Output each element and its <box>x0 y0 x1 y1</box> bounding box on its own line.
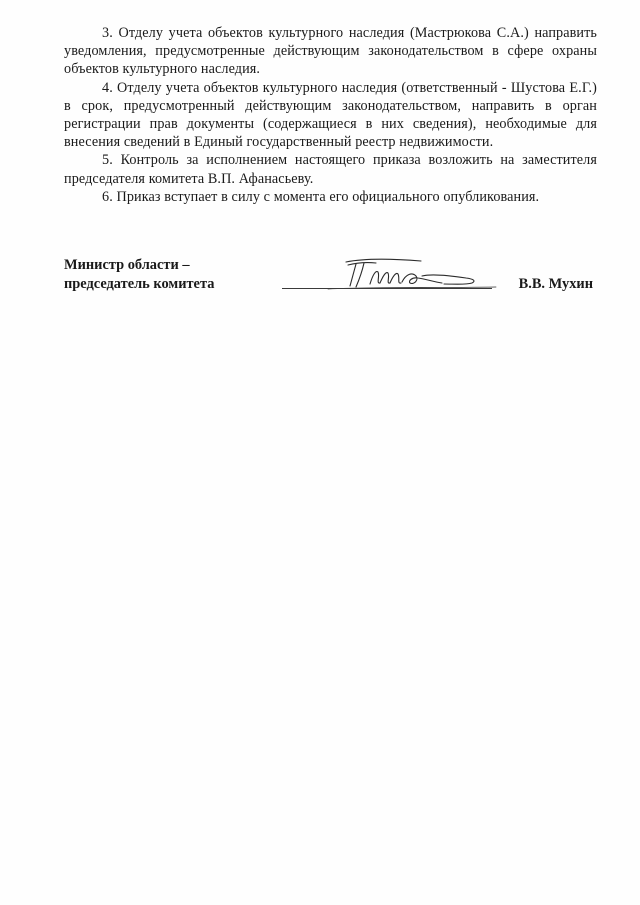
signatory-title-line-2: председатель комитета <box>64 276 215 292</box>
signature-line <box>282 288 492 289</box>
paragraph-item-4: 4. Отделу учета объектов культурного наследия (ответственный - Шустова Е.Г.) в срок, предусмотренный действующим законодательством, направить в орган регистрации прав документы (содержащиеся в них сведения), необходимые для внесения сведений в Единый государственный реестр недвижимости. <box>64 79 597 151</box>
paragraph-item-6: 6. Приказ вступает в силу с момента его официального опубликования. <box>102 188 540 205</box>
signatory-name: В.В. Мухин <box>518 276 593 292</box>
handwritten-signature-icon <box>326 256 501 296</box>
signatory-title <box>64 256 214 294</box>
signatory-title-line-1: Министр области – <box>64 257 190 273</box>
signature-block <box>64 256 597 306</box>
document-body <box>64 24 597 206</box>
paragraph-item-5: 5. Контроль за исполнением настоящего приказа возложить на заместителя председателя комитета В.П. Афанасьеву. <box>64 152 597 187</box>
paragraph-item-3: 3. Отделу учета объектов культурного наследия (Мастрюкова С.А.) направить уведомления, предусмотренные действующим законодательством в сфере охраны объектов культурного наследия. <box>64 25 597 78</box>
